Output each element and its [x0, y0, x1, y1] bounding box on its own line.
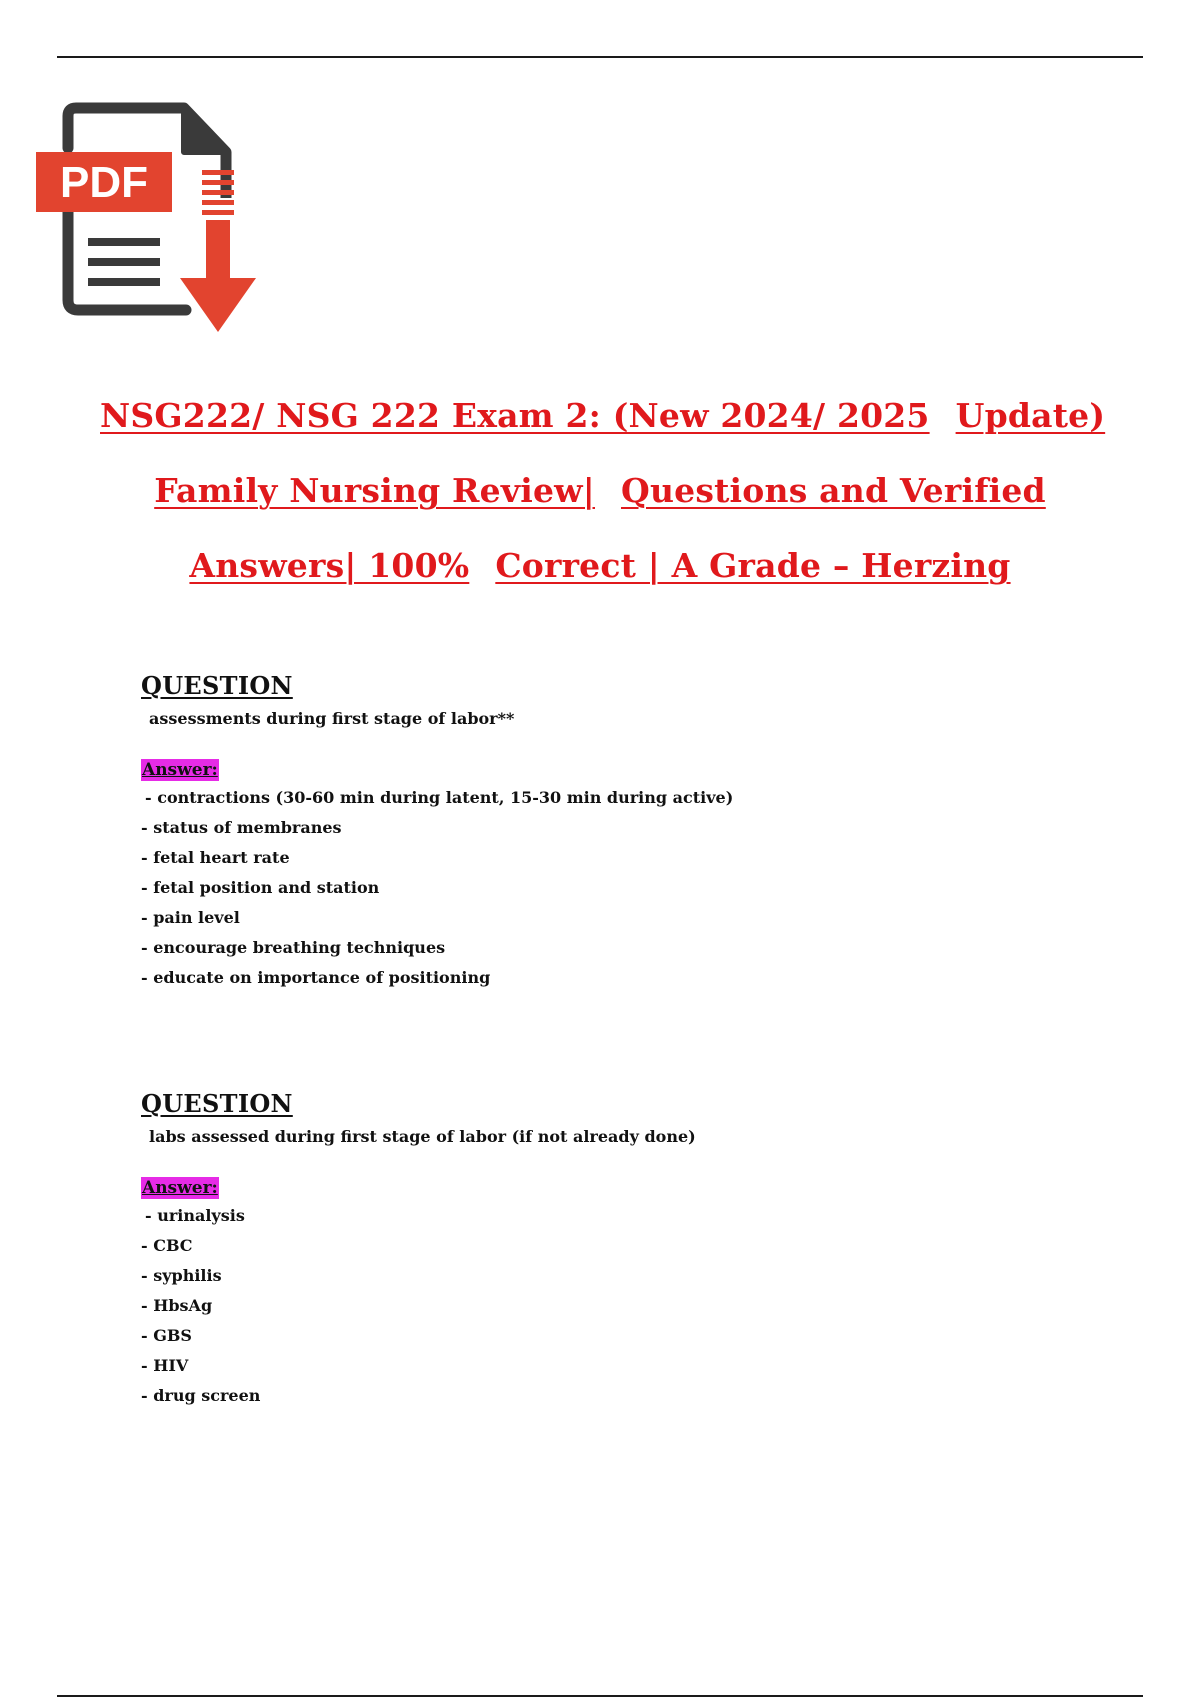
question-section-2: [141, 1087, 1041, 1411]
pdf-badge-label: PDF: [60, 158, 148, 207]
answer-item: - HbsAg: [141, 1296, 213, 1315]
answer-item: - syphilis: [141, 1266, 222, 1285]
answer-item: - educate on importance of positioning: [141, 968, 491, 987]
answer-item: - CBC: [141, 1236, 193, 1255]
top-rule: [57, 56, 1143, 58]
document-title: [100, 378, 1106, 603]
question-heading: QUESTION: [141, 671, 293, 700]
answer-list: [141, 783, 1041, 993]
answer-item: - GBS: [141, 1326, 192, 1345]
answer-item: - fetal position and station: [141, 878, 380, 897]
answer-item: - drug screen: [141, 1386, 261, 1405]
title-line-3: Answers| 100% Correct | A Grade – Herzing: [189, 546, 1011, 585]
answer-label: Answer:: [142, 760, 218, 780]
pdf-download-icon: [36, 100, 276, 350]
question-text: labs assessed during first stage of labor (if not already done): [149, 1127, 696, 1146]
question-text: assessments during first stage of labor**: [149, 709, 515, 728]
answer-item: - contractions (30-60 min during latent, 15-30 min during active): [145, 788, 734, 807]
answer-item: - urinalysis: [145, 1206, 245, 1225]
bottom-rule: [57, 1695, 1143, 1697]
question-section-1: [141, 669, 1041, 993]
question-heading: QUESTION: [141, 1089, 293, 1118]
answer-list: [141, 1201, 1041, 1411]
answer-item: - pain level: [141, 908, 240, 927]
title-line-1: NSG222/ NSG 222 Exam 2: (New 2024/ 2025 Update): [100, 396, 1106, 435]
title-line-2: Family Nursing Review| Questions and Verified: [154, 471, 1046, 510]
answer-item: - fetal heart rate: [141, 848, 290, 867]
answer-item: - HIV: [141, 1356, 189, 1375]
answer-item: - encourage breathing techniques: [141, 938, 446, 957]
answer-label: Answer:: [142, 1178, 218, 1198]
answer-item: - status of membranes: [141, 818, 342, 837]
